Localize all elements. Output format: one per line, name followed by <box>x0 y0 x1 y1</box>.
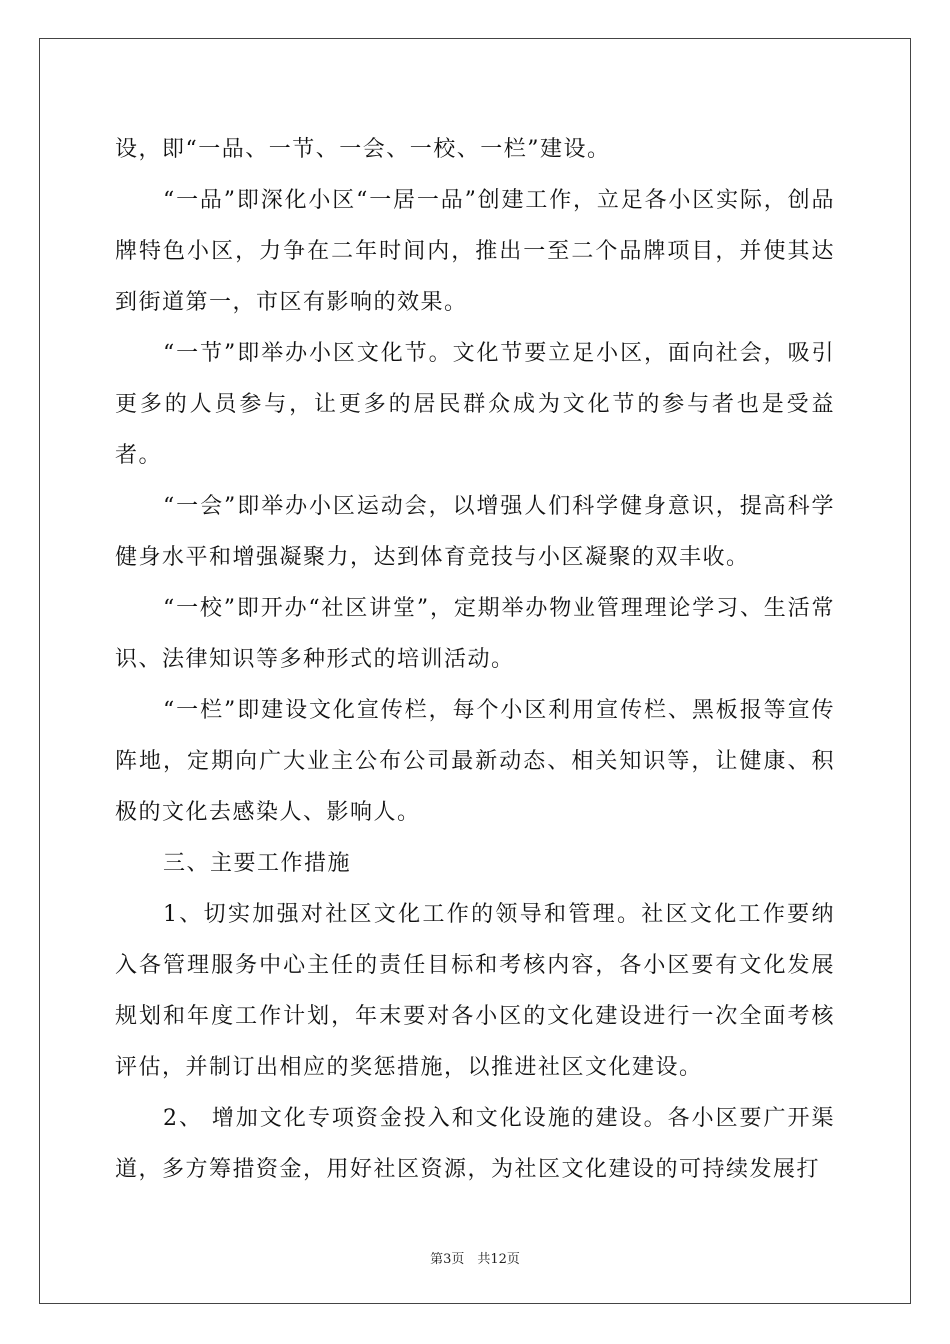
paragraph-8: 2、 增加文化专项资金投入和文化设施的建设。各小区要广开渠道，多方筹措资金，用好社区资源，为社区文化建设的可持续发展打 <box>115 1106 835 1182</box>
document-body <box>115 124 835 1195</box>
paragraph-3: “一节”即举办小区文化节。文化节要立足小区，面向社会，吸引更多的人员参与，让更多的居民群众成为文化节的参与者也是受益者。 <box>115 341 835 468</box>
paragraph-4: “一会”即举办小区运动会，以增强人们科学健身意识，提高科学健身水平和增强凝聚力，达到体育竞技与小区凝聚的双丰收。 <box>115 494 835 570</box>
paragraph-1: 设，即“一品、一节、一会、一校、一栏”建设。 <box>115 137 611 162</box>
page-number-footer: 第3页 共12页 <box>430 1252 520 1267</box>
paragraph-2: “一品”即深化小区“一居一品”创建工作，立足各小区实际，创品牌特色小区，力争在二年时间内，推出一至二个品牌项目，并使其达到街道第一，市区有影响的效果。 <box>115 188 835 315</box>
paragraph-7: 1、切实加强对社区文化工作的领导和管理。社区文化工作要纳入各管理服务中心主任的责任目标和考核内容，各小区要有文化发展规划和年度工作计划，年末要对各小区的文化建设进行一次全面考核评估，并制订出相应的奖惩措施，以推进社区文化建设。 <box>115 902 835 1080</box>
section-heading: 三、主要工作措施 <box>163 851 352 876</box>
paragraph-6: “一栏”即建设文化宣传栏，每个小区利用宣传栏、黑板报等宣传阵地，定期向广大业主公布公司最新动态、相关知识等，让健康、积极的文化去感染人、影响人。 <box>115 698 835 825</box>
paragraph-5: “一校”即开办“社区讲堂”，定期举办物业管理理论学习、生活常识、法律知识等多种形式的培训活动。 <box>115 596 835 672</box>
